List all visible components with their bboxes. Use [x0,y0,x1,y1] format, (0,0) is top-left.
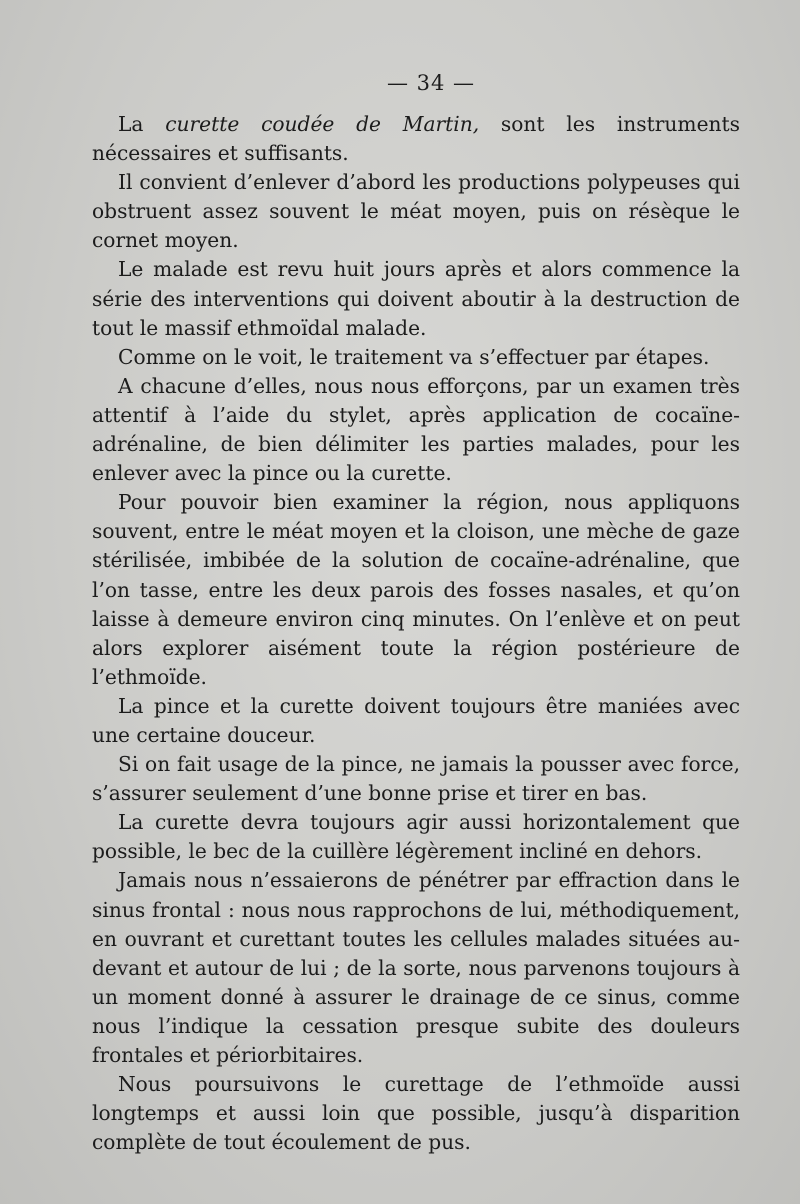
paragraph-8: Si on fait usage de la pince, ne jamais la pousser avec force, s’assurer seulement d’une bonne prise et tirer en bas. [92,752,740,806]
paragraph-1 [92,110,740,168]
paragraph-1-italic: curette coudée de Martin, [165,112,480,136]
paragraph-10: Jamais nous n’essaierons de pénétrer par effraction dans le sinus frontal : nous nous rapprochons de lui, méthodiquement, en ouvrant et curettant toutes les cellules malades situées au-devant et autour de lui ; de la sorte, nous parvenons toujours à un moment donné à assurer le drainage de ce sinus, comme nous l’indique la cessation presque subite des douleurs frontales et périorbitaires. [92,868,740,1067]
paragraph-6: Pour pouvoir bien examiner la région, nous appliquons souvent, entre le méat moyen et la cloison, une mèche de gaze stérilisée, imbibée de la solution de cocaïne-adrénaline, que l’on tasse, entre les deux parois des fosses nasales, et qu’on laisse à demeure environ cinq minutes. On l’enlève et on peut alors explorer aisément toute la région postérieure de l’ethmoïde. [92,490,740,689]
book-page [92,68,740,1157]
paragraph-1-intro: La [118,112,166,136]
paragraph-2: Il convient d’enlever d’abord les productions polypeuses qui obstruent assez souvent le méat moyen, puis on résèque le cornet moyen. [92,170,740,253]
paragraph-3: Le malade est revu huit jours après et alors commence la série des interventions qui doivent aboutir à la destruction de tout le massif ethmoïdal malade. [92,257,740,340]
paragraph-1-rest: sont les instruments nécessaires et suffisants. [92,112,740,166]
paragraph-4: Comme on le voit, le traitement va s’effectuer par étapes. [118,344,710,369]
page-number: — 34 — [386,71,476,95]
paragraph-5: A chacune d’elles, nous nous efforçons, par un examen très attentif à l’aide du stylet, après application de cocaïne-adrénaline, de bien délimiter les parties malades, pour les enlever avec la pince ou la curette. [92,373,740,486]
paragraph-7: La pince et la curette doivent toujours être maniées avec une certaine douceur. [92,693,740,747]
paragraph-9: La curette devra toujours agir aussi horizontalement que possible, le bec de la cuillère légèrement incliné en dehors. [92,810,740,864]
paragraph-11: Nous poursuivons le curettage de l’ethmoïde aussi longtemps et aussi loin que possible, jusqu’à disparition complète de tout écoulement de pus. [92,1072,740,1155]
